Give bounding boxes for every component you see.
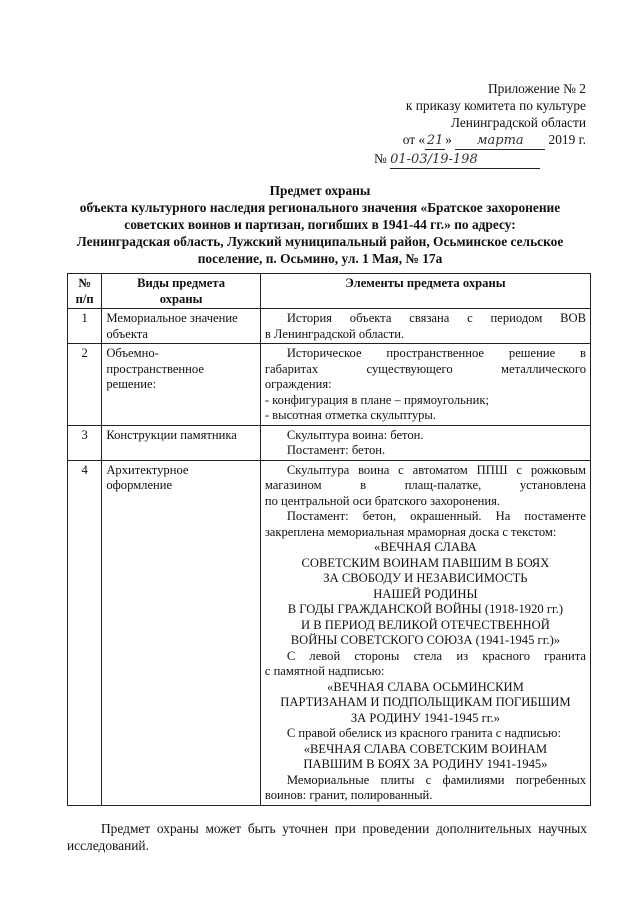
plaque-text-line: НАШЕЙ РОДИНЫ [373, 586, 478, 601]
order-number-value: 01-03/19-198 [390, 151, 540, 169]
stele-text-line: «ВЕЧНАЯ СЛАВА ОСЬМИНСКИМ [327, 679, 524, 694]
title-line: советских воинов и партизан, погибших в 1941-44 гг.» по адресу: [124, 217, 516, 232]
row-num: 4 [68, 460, 102, 805]
plaque-text-line: ВОЙНЫ СОВЕТСКОГО СОЮЗА (1941-1945 гг.)» [290, 633, 561, 647]
table-row [68, 309, 591, 344]
order-number: № 01-03/19-198 [330, 150, 586, 169]
plaque-text-line: «ВЕЧНАЯ СЛАВА [374, 540, 477, 554]
row-elements: Скульптура воина: бетон. Постамент: бетон. [260, 425, 590, 460]
row-num: 2 [68, 344, 102, 426]
obelisk-text-line: ПАВШИМ В БОЯХ ЗА РОДИНУ 1941-1945» [303, 757, 548, 771]
stele-text-line: ЗА РОДИНУ 1941-1945 гг.» [350, 710, 500, 725]
appendix-region: Ленинградской области [450, 115, 586, 130]
order-date-month: марта [455, 132, 545, 150]
appendix-order-ref: к приказу комитета по культуре [405, 98, 586, 113]
table-row [68, 425, 591, 460]
table-header-row [68, 274, 591, 309]
order-date: от « 21 » марта 2019 г. [402, 132, 586, 148]
header-num: № п/п [68, 274, 102, 309]
plaque-text-line: В ГОДЫ ГРАЖДАНСКОЙ ВОЙНЫ (1918-1920 гг.) [287, 602, 564, 616]
protection-table [67, 273, 591, 806]
header-type: Виды предмета охраны [102, 274, 261, 309]
title-line: объекта культурного наследия регионального значения «Братское захоронение [79, 200, 561, 215]
title-line: поселение, п. Осьмино, ул. 1 Мая, № 17а [197, 251, 443, 266]
row-type: Архитектурное оформление [102, 460, 261, 805]
appendix-header [330, 80, 586, 169]
order-date-day: 21 [426, 133, 444, 148]
table-row [68, 460, 591, 805]
table-row [68, 344, 591, 426]
stele-text-line: ПАРТИЗАНАМ И ПОДПОЛЬЩИКАМ ПОГИБШИМ [280, 695, 571, 709]
title-line: Ленинградская область, Лужский муниципальный район, Осьминское сельское [76, 234, 564, 249]
plaque-text-line: ЗА СВОБОДУ И НЕЗАВИСИМОСТЬ [323, 571, 528, 585]
header-elements: Элементы предмета охраны [260, 274, 590, 309]
obelisk-text-line: «ВЕЧНАЯ СЛАВА СОВЕТСКИМ ВОИНАМ [303, 741, 548, 756]
footer-note: Предмет охраны может быть уточнен при проведении дополнительных научных исследований. [67, 821, 587, 853]
title-heading: Предмет охраны [269, 183, 371, 198]
row-type: Мемориальное значение объекта [102, 309, 261, 344]
row-type: Конструкции памятника [102, 425, 261, 460]
row-elements: История объекта связана с периодом ВОВ в Ленинградской области. [260, 309, 590, 344]
plaque-text-line: СОВЕТСКИМ ВОИНАМ ПАВШИМ В БОЯХ [301, 555, 550, 570]
row-num: 1 [68, 309, 102, 344]
row-type: Объемно- пространственное решение: [102, 344, 261, 426]
row-num: 3 [68, 425, 102, 460]
plaque-text-line: И В ПЕРИОД ВЕЛИКОЙ ОТЕЧЕСТВЕННОЙ [301, 617, 550, 632]
row-elements: Историческое пространственное решение в габаритах существующего металлического ограждения: - конфигурация в плане – прямоугольник; - высотная отметка скульптуры. [260, 344, 590, 426]
appendix-number: Приложение № 2 [487, 81, 586, 96]
row-elements: Скульптура воина с автоматом ППШ с рожковым магазином в плащ-палатке, установлена по центральной оси братского захоронения. Постамент: бетон, окрашенный. На постаменте закреплена мемориальная мраморная доска с текстом: «ВЕЧНАЯ СЛАВА СОВЕТСКИМ ВОИНАМ ПАВШИМ В БОЯХ ЗА СВОБОДУ И НЕЗАВИСИМОСТЬ НАШЕЙ РОДИНЫ В ГОДЫ ГРАЖДАНСКОЙ ВОЙНЫ (1918-1920 гг.) И В ПЕРИОД ВЕЛИКОЙ ОТЕЧЕСТВЕННОЙ ВОЙНЫ СОВЕТСКОГО СОЮЗА (1941-1945 гг.)» С левой стороны стела из красного гранита с памятной надписью: «ВЕЧНАЯ СЛАВА ОСЬМИНСКИМ ПАРТИЗАНАМ И ПОДПОЛЬЩИКАМ ПОГИБШИМ ЗА РОДИНУ 1941-1945 гг.» С правой обелиск из красного гранита с надписью: «ВЕЧНАЯ СЛАВА СОВЕТСКИМ ВОИНАМ ПАВШИМ В БОЯХ ЗА РОДИНУ 1941-1945» Мемориальные плиты с фамилиями погребенных воинов: гранит, полированный. [260, 460, 590, 805]
document-title [40, 182, 600, 267]
